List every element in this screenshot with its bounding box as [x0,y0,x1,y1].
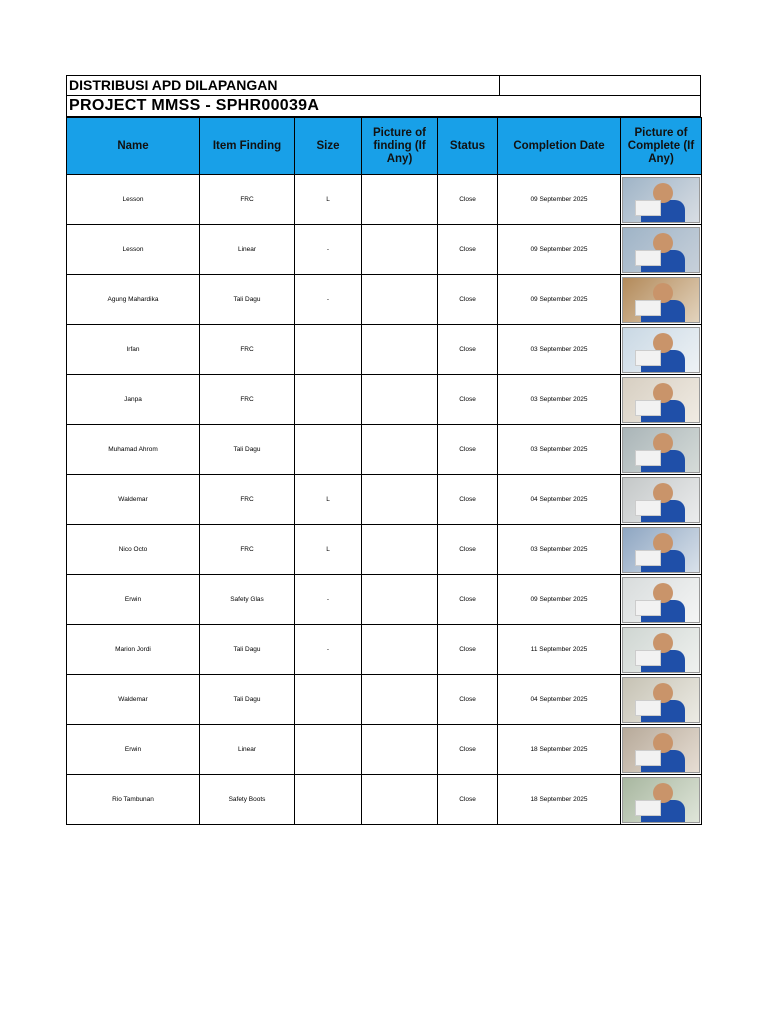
completion-photo [622,277,700,323]
table-row [67,525,702,575]
cell-item-finding: Tali Dagu [200,675,295,725]
completion-photo [622,577,700,623]
cell-completion-date: 03 September 2025 [498,525,621,575]
table-row [67,475,702,525]
cell-picture-finding [362,325,438,375]
cell-size: - [295,625,362,675]
cell-picture-complete [621,775,702,825]
cell-picture-finding [362,475,438,525]
cell-picture-complete [621,575,702,625]
completion-photo [622,777,700,823]
cell-item-finding: Tali Dagu [200,625,295,675]
apd-table [66,117,702,825]
completion-photo [622,327,700,373]
cell-name: Nico Octo [67,525,200,575]
apd-distribution-sheet [66,75,701,825]
cell-completion-date: 18 September 2025 [498,775,621,825]
cell-picture-finding [362,175,438,225]
cell-size: - [295,275,362,325]
cell-size [295,725,362,775]
cell-picture-complete [621,725,702,775]
cell-picture-finding [362,725,438,775]
table-row [67,375,702,425]
cell-item-finding: FRC [200,175,295,225]
cell-completion-date: 11 September 2025 [498,625,621,675]
cell-item-finding: Linear [200,725,295,775]
cell-completion-date: 18 September 2025 [498,725,621,775]
empty-title-cell [500,76,700,95]
cell-item-finding: FRC [200,325,295,375]
completion-photo [622,477,700,523]
table-row [67,625,702,675]
cell-name: Rio Tambunan [67,775,200,825]
completion-photo [622,677,700,723]
cell-status: Close [438,775,498,825]
col-header-size: Size [295,118,362,175]
cell-completion-date: 03 September 2025 [498,325,621,375]
cell-status: Close [438,275,498,325]
cell-picture-finding [362,575,438,625]
cell-item-finding: Safety Boots [200,775,295,825]
col-header-status: Status [438,118,498,175]
cell-status: Close [438,575,498,625]
table-row [67,275,702,325]
table-body [67,175,702,825]
cell-picture-finding [362,625,438,675]
col-header-completion-date: Completion Date [498,118,621,175]
cell-picture-complete [621,375,702,425]
completion-photo [622,377,700,423]
header-row [67,118,702,175]
cell-item-finding: FRC [200,525,295,575]
table-row [67,175,702,225]
cell-picture-finding [362,275,438,325]
cell-completion-date: 09 September 2025 [498,575,621,625]
cell-completion-date: 04 September 2025 [498,475,621,525]
cell-picture-complete [621,225,702,275]
cell-picture-complete [621,425,702,475]
col-header-picture-complete: Picture of Complete (If Any) [621,118,702,175]
cell-status: Close [438,225,498,275]
cell-picture-complete [621,175,702,225]
cell-item-finding: FRC [200,475,295,525]
project-title: PROJECT MMSS - SPHR00039A [66,95,701,117]
table-row [67,725,702,775]
cell-status: Close [438,525,498,575]
cell-item-finding: Linear [200,225,295,275]
table-row [67,225,702,275]
col-header-picture-finding: Picture of finding (If Any) [362,118,438,175]
cell-status: Close [438,375,498,425]
cell-picture-finding [362,525,438,575]
completion-photo [622,527,700,573]
col-header-name: Name [67,118,200,175]
table-row [67,675,702,725]
cell-size: L [295,525,362,575]
cell-picture-finding [362,375,438,425]
cell-picture-finding [362,425,438,475]
cell-size [295,375,362,425]
completion-photo [622,227,700,273]
cell-status: Close [438,475,498,525]
cell-status: Close [438,625,498,675]
cell-size [295,425,362,475]
sheet-title: DISTRIBUSI APD DILAPANGAN [67,76,500,95]
cell-item-finding: Tali Dagu [200,425,295,475]
cell-completion-date: 09 September 2025 [498,175,621,225]
cell-item-finding: Safety Glas [200,575,295,625]
cell-completion-date: 09 September 2025 [498,225,621,275]
cell-picture-complete [621,525,702,575]
table-row [67,775,702,825]
cell-size: - [295,225,362,275]
cell-picture-finding [362,225,438,275]
cell-name: Marion Jordi [67,625,200,675]
col-header-item-finding: Item Finding [200,118,295,175]
cell-picture-finding [362,675,438,725]
completion-photo [622,177,700,223]
cell-size [295,675,362,725]
cell-name: Janpa [67,375,200,425]
cell-name: Lesson [67,175,200,225]
cell-name: Irfan [67,325,200,375]
cell-name: Erwin [67,725,200,775]
cell-name: Muhamad Ahrom [67,425,200,475]
cell-completion-date: 03 September 2025 [498,425,621,475]
cell-picture-complete [621,275,702,325]
cell-picture-complete [621,325,702,375]
table-row [67,325,702,375]
completion-photo [622,627,700,673]
cell-item-finding: Tali Dagu [200,275,295,325]
cell-picture-finding [362,775,438,825]
cell-completion-date: 03 September 2025 [498,375,621,425]
cell-name: Waldemar [67,675,200,725]
cell-name: Erwin [67,575,200,625]
completion-photo [622,727,700,773]
cell-status: Close [438,675,498,725]
cell-status: Close [438,425,498,475]
cell-size: L [295,175,362,225]
cell-completion-date: 09 September 2025 [498,275,621,325]
completion-photo [622,427,700,473]
cell-size: - [295,575,362,625]
cell-completion-date: 04 September 2025 [498,675,621,725]
cell-item-finding: FRC [200,375,295,425]
table-row [67,425,702,475]
cell-size: L [295,475,362,525]
cell-picture-complete [621,675,702,725]
cell-status: Close [438,175,498,225]
cell-size [295,325,362,375]
cell-status: Close [438,325,498,375]
cell-status: Close [438,725,498,775]
cell-name: Agung Mahardika [67,275,200,325]
cell-picture-complete [621,625,702,675]
table-row [67,575,702,625]
cell-name: Lesson [67,225,200,275]
cell-size [295,775,362,825]
cell-name: Waldemar [67,475,200,525]
title-row [66,75,701,95]
cell-picture-complete [621,475,702,525]
